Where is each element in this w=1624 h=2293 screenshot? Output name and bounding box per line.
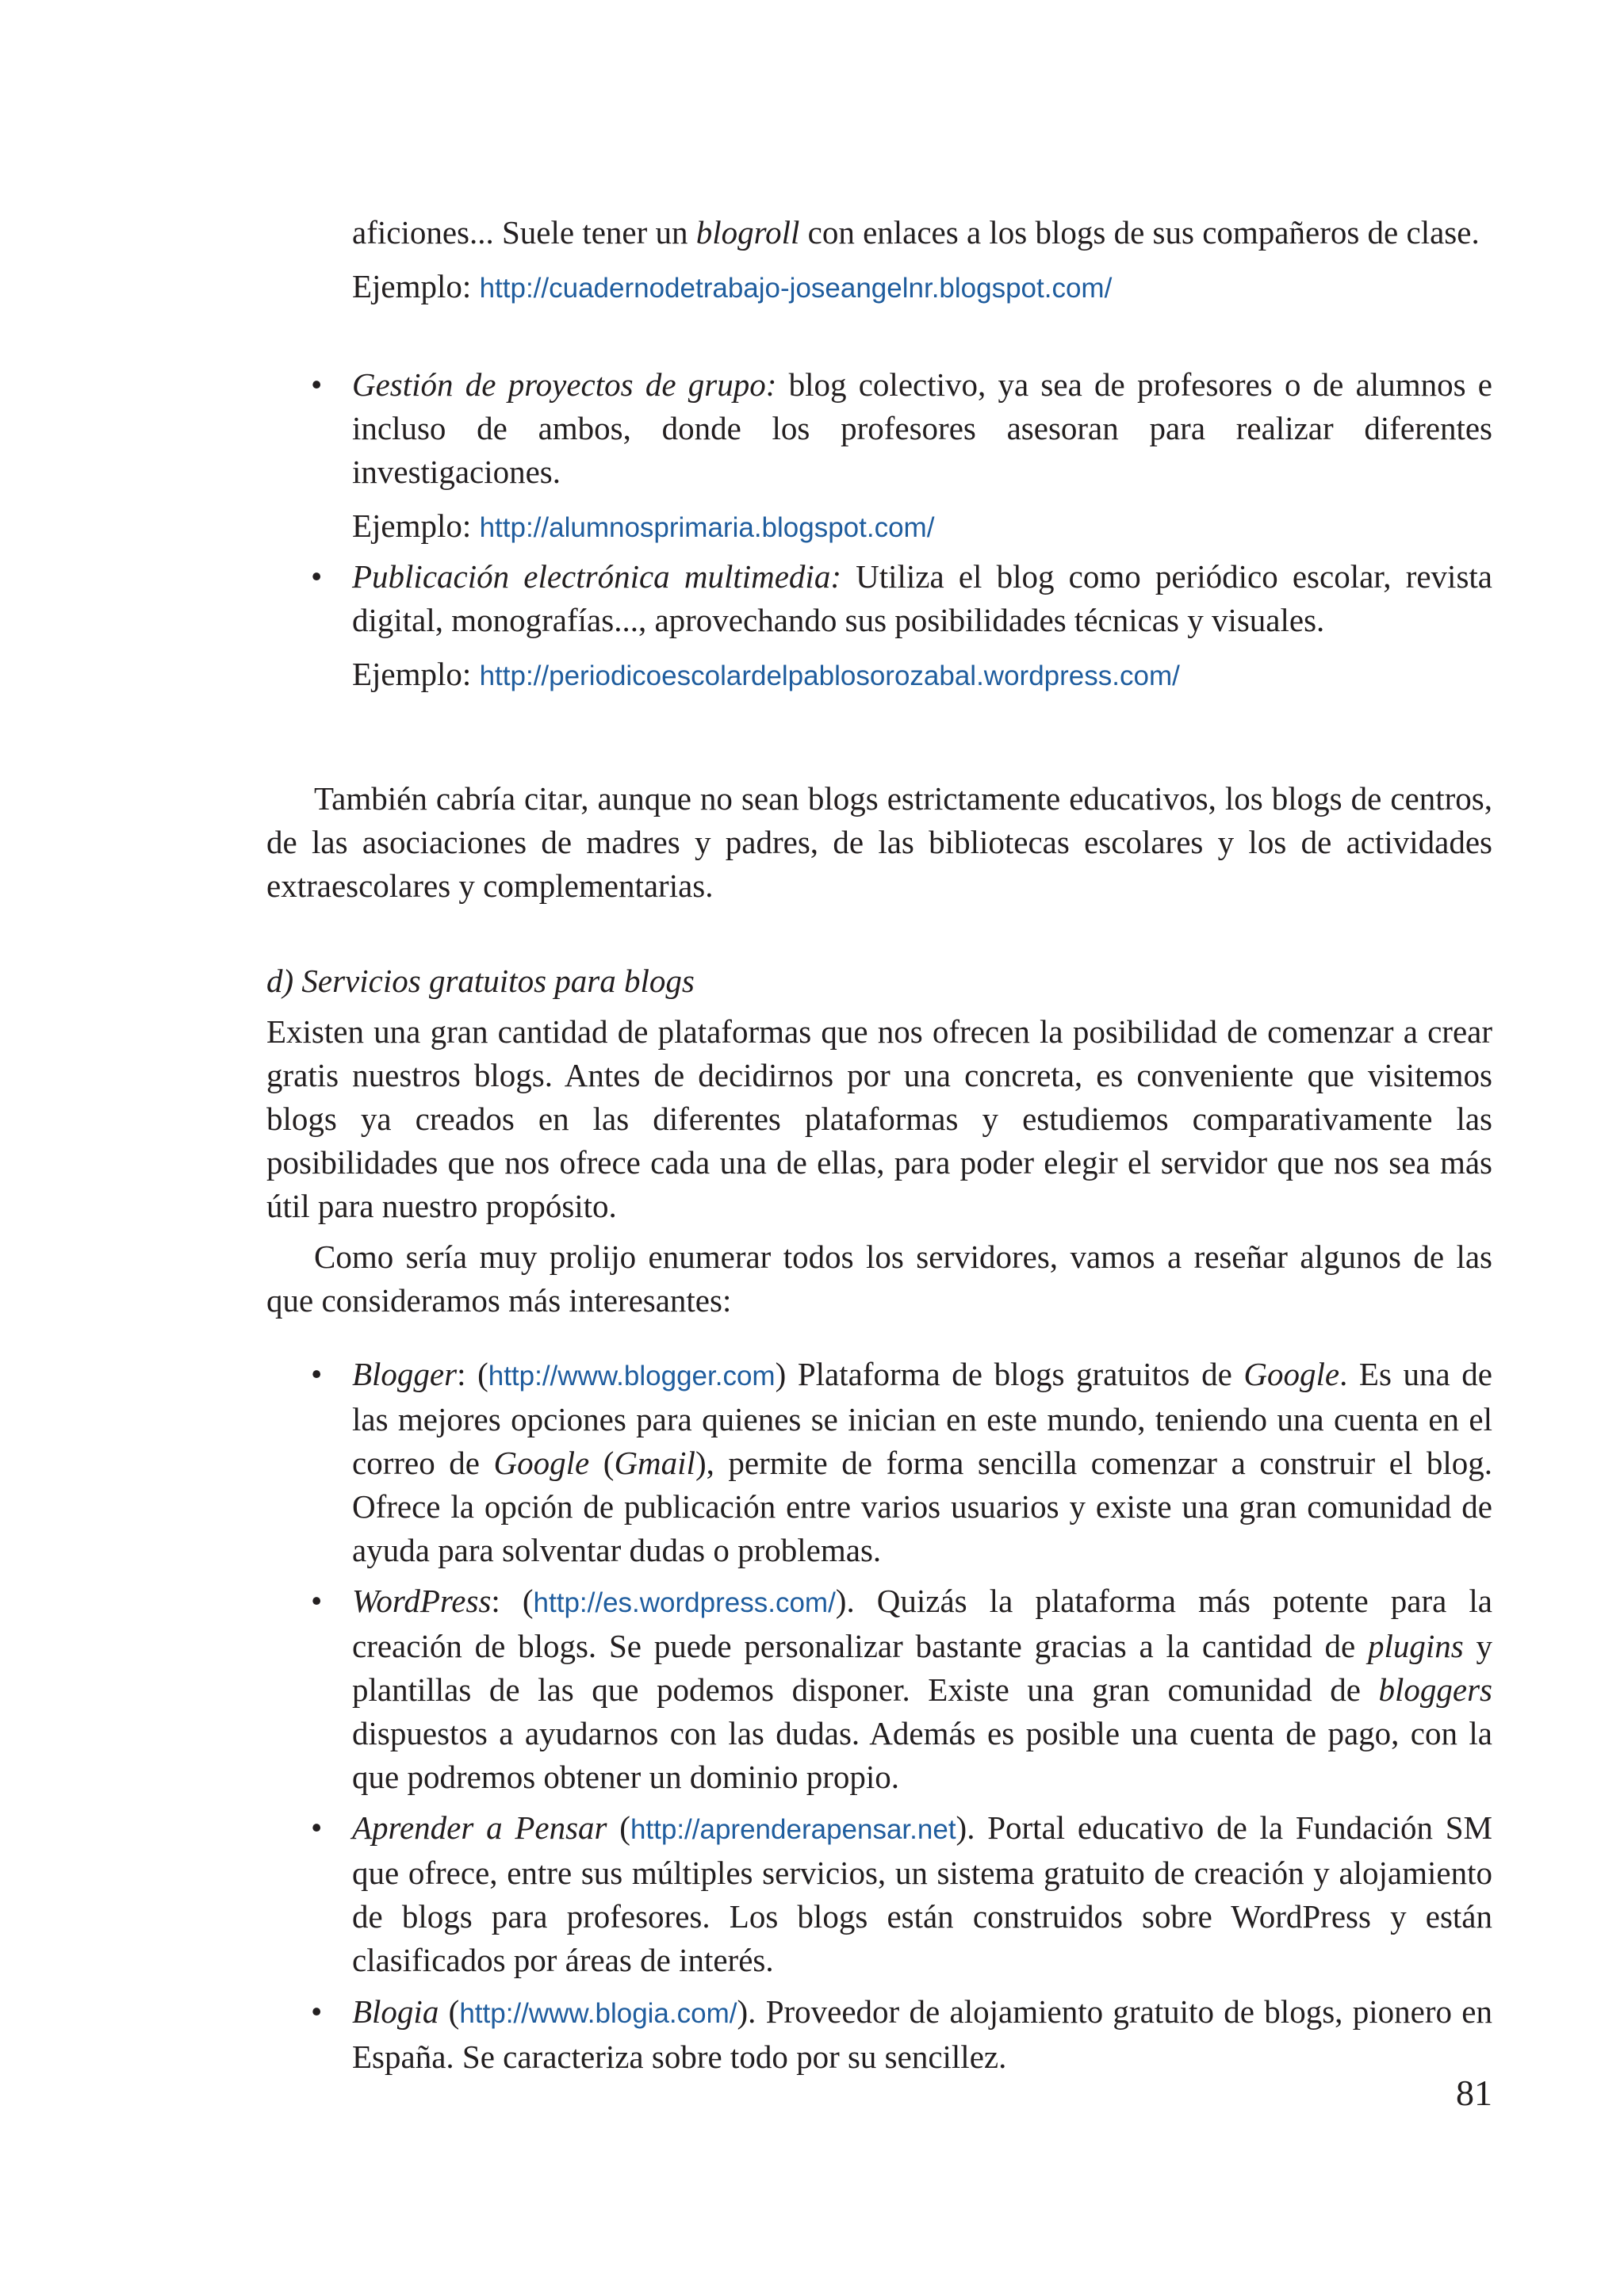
term-italic: bloggers	[1378, 1671, 1492, 1708]
text: con enlaces a los blogs de sus compañeros de clase.	[799, 214, 1480, 251]
paragraph	[352, 1353, 1492, 1572]
text: (	[439, 1993, 460, 2030]
text: (	[589, 1445, 615, 1481]
list-item-blogger	[311, 1353, 1492, 1572]
example-link[interactable]: http://periodicoescolardelpablosorozabal.wordpress.com/	[479, 660, 1180, 691]
paragraph: Como sería muy prolijo enumerar todos los servidores, vamos a reseñar algunos de las que consideramos más interesantes:	[266, 1238, 1492, 1319]
example-line	[352, 265, 1492, 310]
term-italic: Gmail	[614, 1445, 695, 1481]
paragraph	[352, 1579, 1492, 1799]
example-label: Ejemplo:	[352, 268, 480, 304]
list-item-publicacion-electronica	[311, 555, 1492, 698]
term-italic: Google	[493, 1445, 590, 1481]
example-link[interactable]: http://alumnosprimaria.blogspot.com/	[479, 512, 935, 543]
paragraph	[352, 211, 1492, 255]
text: ), permite de forma sencilla comenzar a construir el blog. Ofrece la opción de publicación entre varios usuarios y existe una gran comunidad de ayuda para solventar dudas o problemas.	[352, 1445, 1492, 1568]
service-name: Aprender a Pensar	[352, 1809, 607, 1846]
text: Utiliza el blog como periódico escolar, revista digital, monografías..., aprovechando sus posibilidades técnicas y visuales.	[352, 558, 1492, 638]
text: : (	[457, 1356, 488, 1392]
text: y plantillas de las que podemos disponer. Existe una gran comunidad de	[352, 1628, 1492, 1708]
item-title: Gestión de proyectos de grupo:	[352, 366, 777, 403]
list-item-continuation	[352, 211, 1492, 310]
text: dispuestos a ayudarnos con las dudas. Además es posible una cuenta de pago, con la que podremos obtener un dominio propio.	[352, 1715, 1492, 1795]
text: ) Plataforma de blogs gratuitos de	[775, 1356, 1244, 1392]
service-link[interactable]: http://aprenderapensar.net	[630, 1814, 956, 1845]
example-label: Ejemplo:	[352, 656, 480, 692]
example-line	[352, 653, 1492, 698]
section-d-paragraph-1	[266, 1010, 1492, 1228]
list-item-gestion-proyectos	[311, 363, 1492, 549]
text: aficiones... Suele tener un	[352, 214, 696, 251]
bullet-icon: •	[311, 1993, 323, 2030]
list-item-aprender-a-pensar	[311, 1806, 1492, 1982]
section-title: d) Servicios gratuitos para blogs	[266, 963, 695, 999]
section-d-paragraph-2	[266, 1235, 1492, 1323]
paragraph	[352, 1990, 1492, 2079]
bullet-icon: •	[311, 1809, 323, 1846]
example-link[interactable]: http://cuadernodetrabajo-joseangelnr.blogspot.com/	[479, 273, 1113, 304]
paragraph	[352, 555, 1492, 642]
bullet-icon: •	[311, 366, 323, 403]
list-item-wordpress	[311, 1579, 1492, 1799]
paragraph	[352, 363, 1492, 494]
service-link[interactable]: http://www.blogger.com	[488, 1361, 776, 1391]
service-link[interactable]: http://www.blogia.com/	[459, 1998, 737, 2029]
term-italic: plugins	[1367, 1628, 1464, 1664]
paragraph: También cabría citar, aunque no sean blogs estrictamente educativos, los blogs de centros, de las asociaciones de madres y padres, de las bibliotecas escolares y los de actividades extraescolares y complementarias.	[266, 780, 1492, 904]
example-label: Ejemplo:	[352, 507, 480, 544]
bullet-icon: •	[311, 1356, 323, 1392]
list-item-blogia	[311, 1990, 1492, 2079]
text: ). Portal educativo de la Fundación SM que ofrece, entre sus múltiples servicios, un sistema gratuito de creación y alojamiento de blogs para profesores. Los blogs están construidos sobre WordPress y están clasificados por áreas de interés.	[352, 1809, 1492, 1978]
paragraph	[352, 1806, 1492, 1982]
example-line	[352, 504, 1492, 549]
bullet-icon: •	[311, 558, 323, 595]
text: ). Quizás la plataforma más potente para la creación de blogs. Se puede personalizar bastante gracias a la cantidad de	[352, 1583, 1492, 1664]
paragraph-tambien	[266, 777, 1492, 908]
service-name: Blogger	[352, 1356, 458, 1392]
text: blog colectivo, ya sea de profesores o de alumnos e incluso de ambos, donde los profesores asesoran para realizar diferentes investigaciones.	[352, 366, 1492, 490]
service-name: Blogia	[352, 1993, 439, 2030]
paragraph: Existen una gran cantidad de plataformas que nos ofrecen la posibilidad de comenzar a crear gratis nuestros blogs. Antes de decidirnos por una concreta, es conveniente que visitemos blogs ya creados en las diferentes plataformas y estudiemos comparativamente las posibilidades que nos ofrece cada una de ellas, para poder elegir el servidor que nos sea más útil para nuestro propósito.	[266, 1013, 1492, 1224]
text: ). Proveedor de alojamiento gratuito de blogs, pionero en España. Se caracteriza sobre todo por su sencillez.	[352, 1993, 1492, 2075]
service-name: WordPress	[352, 1583, 492, 1619]
service-link[interactable]: http://es.wordpress.com/	[533, 1587, 836, 1618]
term-italic: Google	[1243, 1356, 1340, 1392]
text: . Es una de las mejores opciones para quienes se inician en este mundo, teniendo una cuenta en el correo de	[352, 1356, 1492, 1481]
text: (	[607, 1809, 630, 1846]
section-heading-d	[266, 959, 1492, 1003]
term-italic: blogroll	[695, 214, 800, 251]
bullet-icon: •	[311, 1583, 323, 1619]
text: : (	[491, 1583, 534, 1619]
page-number: 81	[1456, 2073, 1492, 2113]
item-title: Publicación electrónica multimedia:	[352, 558, 841, 595]
